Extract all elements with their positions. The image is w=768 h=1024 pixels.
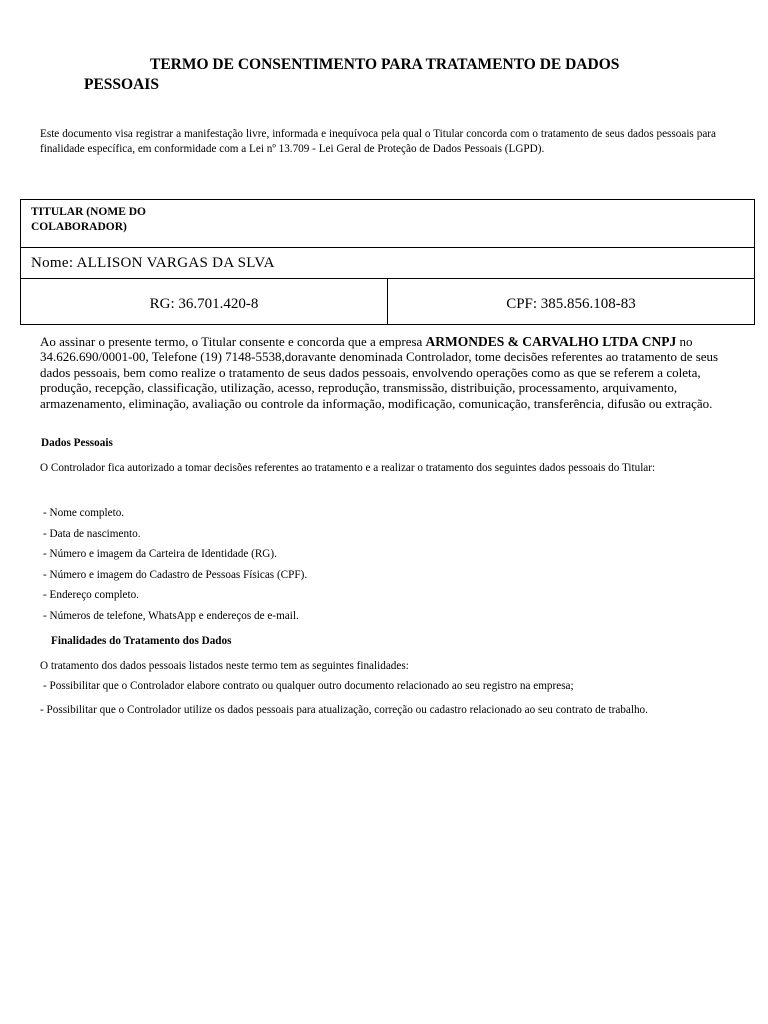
consent-text-2: no 34.626.690/0001-00, Telefone (19) 7148-5538,doravante denominada Controlador, tome decisões referentes ao tratamento de seus dados pessoais, bem como realize o tratamento de seus dados pessoais, envolvendo operações como as que se referem a coleta, produção, recepção, classificação, utilização, acesso, reprodução, transmissão, distribuição, processamento, arquivamento, armazenamento, eliminação, avaliação ou controle da informação, modificação, comunicação, transferência, difusão ou extração. xyxy=(40,334,719,411)
list-item: - Data de nascimento. xyxy=(43,528,141,540)
title-line-2: PESSOAIS xyxy=(84,76,159,93)
document-title xyxy=(84,55,684,95)
list-item: - Endereço completo. xyxy=(43,589,139,601)
documents-row xyxy=(21,279,754,324)
list-item: - Possibilitar que o Controlador utilize os dados pessoais para atualização, correção ou cadastro relacionado ao seu contrato de trabalho. xyxy=(40,704,648,716)
consent-text-1: Ao assinar o presente termo, o Titular consente e concorda que a empresa xyxy=(40,334,426,349)
nome-row: Nome: ALLISON VARGAS DA SLVA xyxy=(21,248,754,279)
company-name: ARMONDES & CARVALHO LTDA xyxy=(425,334,639,349)
list-item: - Possibilitar que o Controlador elabore contrato ou qualquer outro documento relacionado ao seu registro na empresa; xyxy=(43,680,574,692)
consent-paragraph xyxy=(40,334,720,411)
rg-cell: RG: 36.701.420-8 xyxy=(21,279,388,324)
titular-label-row xyxy=(21,200,754,248)
list-item: - Número e imagem da Carteira de Identidade (RG). xyxy=(43,548,277,560)
finalidades-text: O tratamento dos dados pessoais listados neste termo tem as seguintes finalidades: xyxy=(40,660,409,672)
intro-paragraph: Este documento visa registrar a manifestação livre, informada e inequívoca pela qual o Titular concorda com o tratamento de seus dados pessoais para finalidade específica, em conformidade com a Lei nº 13.709 - Lei Geral de Proteção de Dados Pessoais (LGPD). xyxy=(40,128,716,155)
finalidades-heading: Finalidades do Tratamento dos Dados xyxy=(51,635,232,647)
list-item: - Nome completo. xyxy=(43,507,125,519)
cpf-cell: CPF: 385.856.108-83 xyxy=(506,296,636,312)
cnpj-label: CNPJ xyxy=(641,334,677,349)
title-line-1: TERMO DE CONSENTIMENTO PARA TRATAMENTO DE DADOS xyxy=(150,56,620,73)
list-item: - Números de telefone, WhatsApp e endereços de e-mail. xyxy=(43,610,299,622)
dados-pessoais-heading: Dados Pessoais xyxy=(41,437,113,449)
dados-pessoais-text: O Controlador fica autorizado a tomar decisões referentes ao tratamento e a realizar o tratamento dos seguintes dados pessoais do Titular: xyxy=(40,462,656,474)
list-item: - Número e imagem do Cadastro de Pessoas Físicas (CPF). xyxy=(43,569,308,581)
titular-label: TITULAR (NOME DO COLABORADOR) xyxy=(31,206,147,233)
titular-info-table xyxy=(20,199,755,325)
